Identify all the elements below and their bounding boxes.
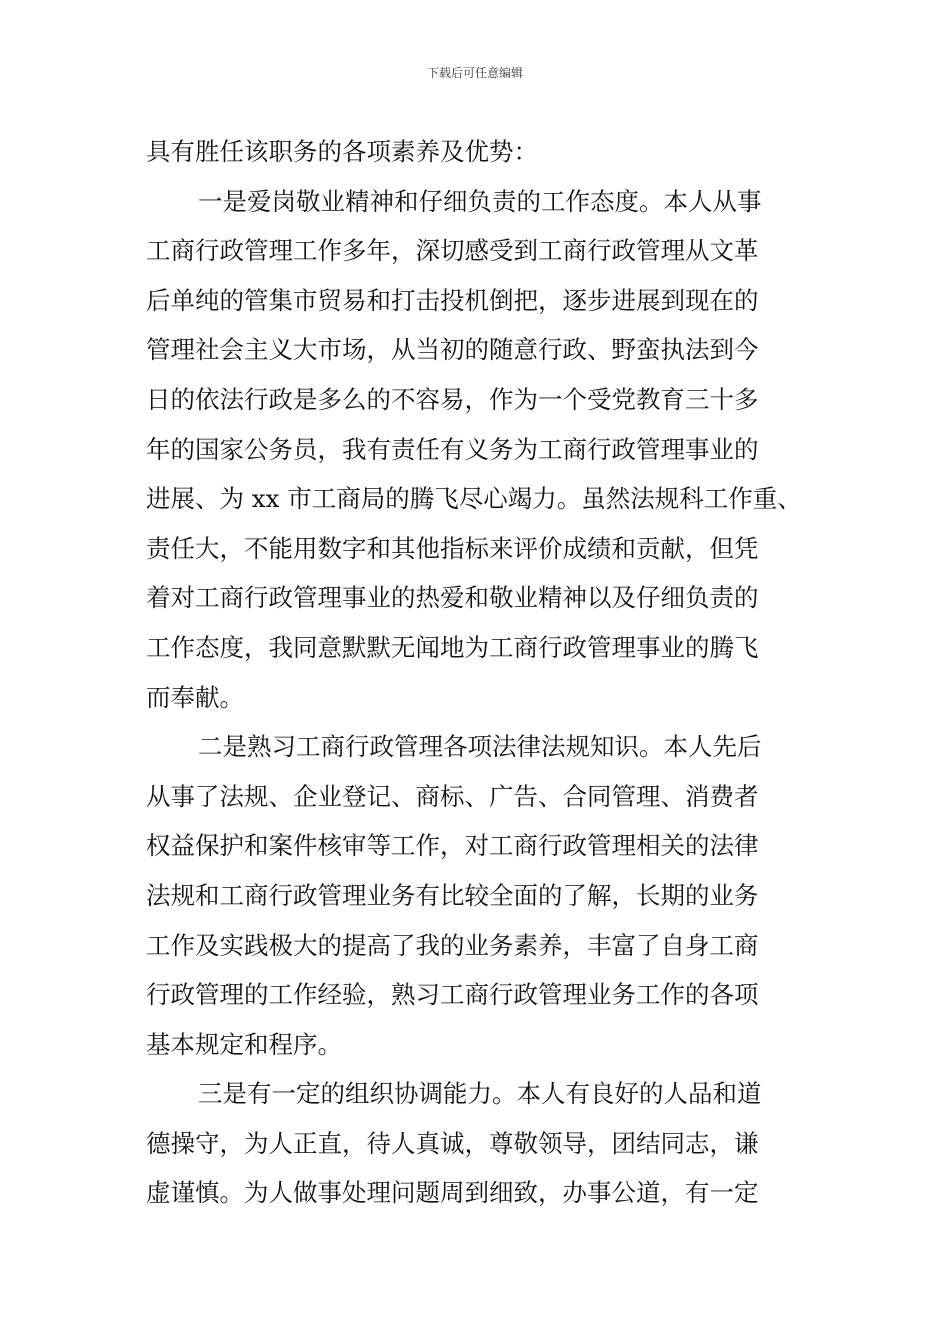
text-line: 法规和工商行政管理业务有比较全面的了解，长期的业务 bbox=[146, 880, 759, 910]
text-line: 德操守，为人正直，待人真诚，尊敬领导，团结同志，谦 bbox=[146, 1128, 759, 1158]
text-line: 工商行政管理工作多年，深切感受到工商行政管理从文革 bbox=[146, 236, 759, 266]
text-line: 工作态度，我同意默默无闻地为工商行政管理事业的腾飞 bbox=[146, 632, 759, 662]
text-line: 虚谨慎。为人做事处理问题周到细致，办事公道，有一定 bbox=[146, 1178, 759, 1208]
text-line: 进展、为 xx 市工商局的腾飞尽心竭力。虽然法规科工作重、 bbox=[146, 484, 802, 514]
text-line: 行政管理的工作经验，熟习工商行政管理业务工作的各项 bbox=[146, 980, 759, 1010]
paragraph-first-line: 二是熟习工商行政管理各项法律法规知识。本人先后 bbox=[198, 732, 762, 762]
text-line: 工作及实践极大的提高了我的业务素养，丰富了自身工商 bbox=[146, 930, 759, 960]
text-line: 具有胜任该职务的各项素养及优势： bbox=[146, 137, 538, 166]
text-line: 着对工商行政管理事业的热爱和敬业精神以及仔细负责的 bbox=[146, 583, 759, 613]
text-line: 后单纯的管集市贸易和打击投机倒把，逐步进展到现在的 bbox=[146, 285, 759, 315]
page-header: 下载后可任意编辑 bbox=[426, 66, 523, 80]
paragraph-first-line: 三是有一定的组织协调能力。本人有良好的人品和道 bbox=[198, 1079, 762, 1109]
text-line: 基本规定和程序。 bbox=[146, 1029, 342, 1059]
text-line: 年的国家公务员，我有责任有义务为工商行政管理事业的 bbox=[146, 434, 759, 464]
text-line: 责任大，不能用数字和其他指标来评价成绩和贡献，但凭 bbox=[146, 533, 759, 563]
text-line: 权益保护和案件核审等工作，对工商行政管理相关的法律 bbox=[146, 831, 759, 861]
paragraph-first-line: 一是爱岗敬业精神和仔细负责的工作态度。本人从事 bbox=[198, 186, 762, 216]
text-line: 日的依法行政是多么的不容易，作为一个受党教育三十多 bbox=[146, 384, 759, 414]
body-text bbox=[146, 127, 826, 1218]
text-line: 管理社会主义大市场，从当初的随意行政、野蛮执法到今 bbox=[146, 335, 759, 365]
text-line: 从事了法规、企业登记、商标、广告、合同管理、消费者 bbox=[146, 781, 759, 811]
text-line: 而奉献。 bbox=[146, 682, 244, 712]
